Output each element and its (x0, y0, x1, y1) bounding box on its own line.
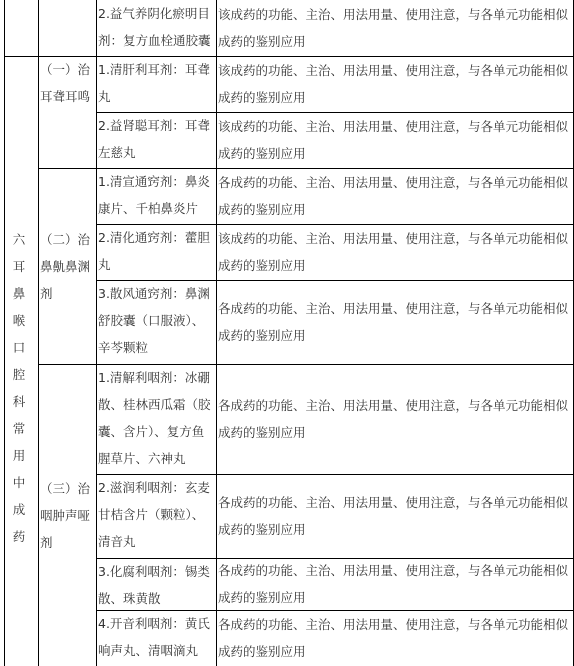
grid-line (216, 0, 217, 666)
grid-line (96, 224, 574, 225)
grid-line (96, 280, 574, 281)
medicine-cell: 4.开音利咽剂：黄氏响声丸、清咽滴丸 (98, 616, 210, 658)
category-char: 中 (12, 475, 26, 490)
usage-cell (216, 168, 574, 224)
usage-cell (216, 224, 574, 280)
category-char: 耳 (12, 259, 26, 274)
medicine-cell: 1.清解利咽剂：冰硼散、桂林西瓜霜（胶囊、含片）、复方鱼腥草片、六神丸 (98, 370, 211, 466)
subsection-label-text: （三）治咽肿声哑剂 (40, 480, 91, 550)
category-char: 口 (12, 340, 26, 355)
usage-cell (216, 558, 574, 610)
category-char: 喉 (12, 313, 26, 328)
category-char: 六 (12, 232, 26, 247)
usage-text: 各成药的功能、主治、用法用量、使用注意，与各单元功能相似成药的鉴别应用 (218, 495, 569, 537)
grid-line (96, 0, 97, 666)
usage-text: 各成药的功能、主治、用法用量、使用注意，与各单元功能相似成药的鉴别应用 (218, 398, 569, 440)
category-char: 常 (12, 421, 26, 436)
usage-cell (216, 474, 574, 558)
subsection-label (38, 168, 96, 364)
usage-text: 各成药的功能、主治、用法用量、使用注意，与各单元功能相似成药的鉴别应用 (218, 301, 569, 343)
subsection-label (38, 364, 96, 666)
medicine-cell: 2.清化通窍剂：藿胆丸 (98, 230, 210, 272)
medicine-cell: 2.滋润利咽剂：玄麦甘桔含片（颗粒）、清音丸 (98, 480, 210, 549)
usage-cell (216, 610, 574, 666)
grid-line (96, 610, 574, 611)
usage-cell (216, 112, 574, 168)
category-char: 鼻 (12, 286, 26, 301)
grid-line (38, 168, 574, 169)
usage-text: 该成药的功能、主治、用法用量、使用注意，与各单元功能相似成药的鉴别应用 (218, 7, 569, 49)
usage-cell (216, 0, 574, 56)
category-char: 药 (12, 529, 26, 544)
usage-text: 该成药的功能、主治、用法用量、使用注意，与各单元功能相似成药的鉴别应用 (218, 119, 569, 161)
grid-line (38, 0, 39, 666)
grid-line (38, 364, 574, 365)
category-char: 腔 (12, 367, 26, 382)
grid-line (4, 0, 5, 666)
grid-line (96, 558, 574, 559)
subsection-label-text: （二）治鼻鼽鼻渊剂 (40, 231, 91, 301)
medicine-cell: 1.清宣通窍剂：鼻炎康片、千柏鼻炎片 (98, 174, 210, 216)
category-char: 科 (12, 394, 26, 409)
medicine-cell: 2.益肾聪耳剂：耳聋左慈丸 (98, 118, 210, 160)
usage-cell (216, 56, 574, 112)
usage-text: 各成药的功能、主治、用法用量、使用注意，与各单元功能相似成药的鉴别应用 (218, 175, 569, 217)
grid-line (4, 56, 574, 57)
medicine-cell: 3.散风通窍剂：鼻渊舒胶囊（口服液）、辛芩颗粒 (98, 286, 210, 355)
usage-text: 该成药的功能、主治、用法用量、使用注意，与各单元功能相似成药的鉴别应用 (218, 231, 569, 273)
usage-text: 该成药的功能、主治、用法用量、使用注意，与各单元功能相似成药的鉴别应用 (218, 63, 569, 105)
medicine-cell: 2.益气养阴化瘀明目剂：复方血栓通胶囊 (98, 6, 211, 48)
subsection-label: （一）治耳聋耳鸣 (40, 62, 91, 104)
usage-cell (216, 364, 574, 474)
grid-line (96, 474, 574, 475)
usage-text: 各成药的功能、主治、用法用量、使用注意，与各单元功能相似成药的鉴别应用 (218, 563, 569, 605)
category-char: 成 (12, 502, 26, 517)
category-char: 用 (12, 448, 26, 463)
medicine-cell: 1.清肝利耳剂：耳聋丸 (98, 62, 210, 104)
medicine-cell: 3.化腐利咽剂：锡类散、珠黄散 (98, 564, 210, 606)
usage-cell (216, 280, 574, 364)
grid-line (96, 112, 574, 113)
usage-text: 各成药的功能、主治、用法用量、使用注意，与各单元功能相似成药的鉴别应用 (218, 617, 569, 659)
